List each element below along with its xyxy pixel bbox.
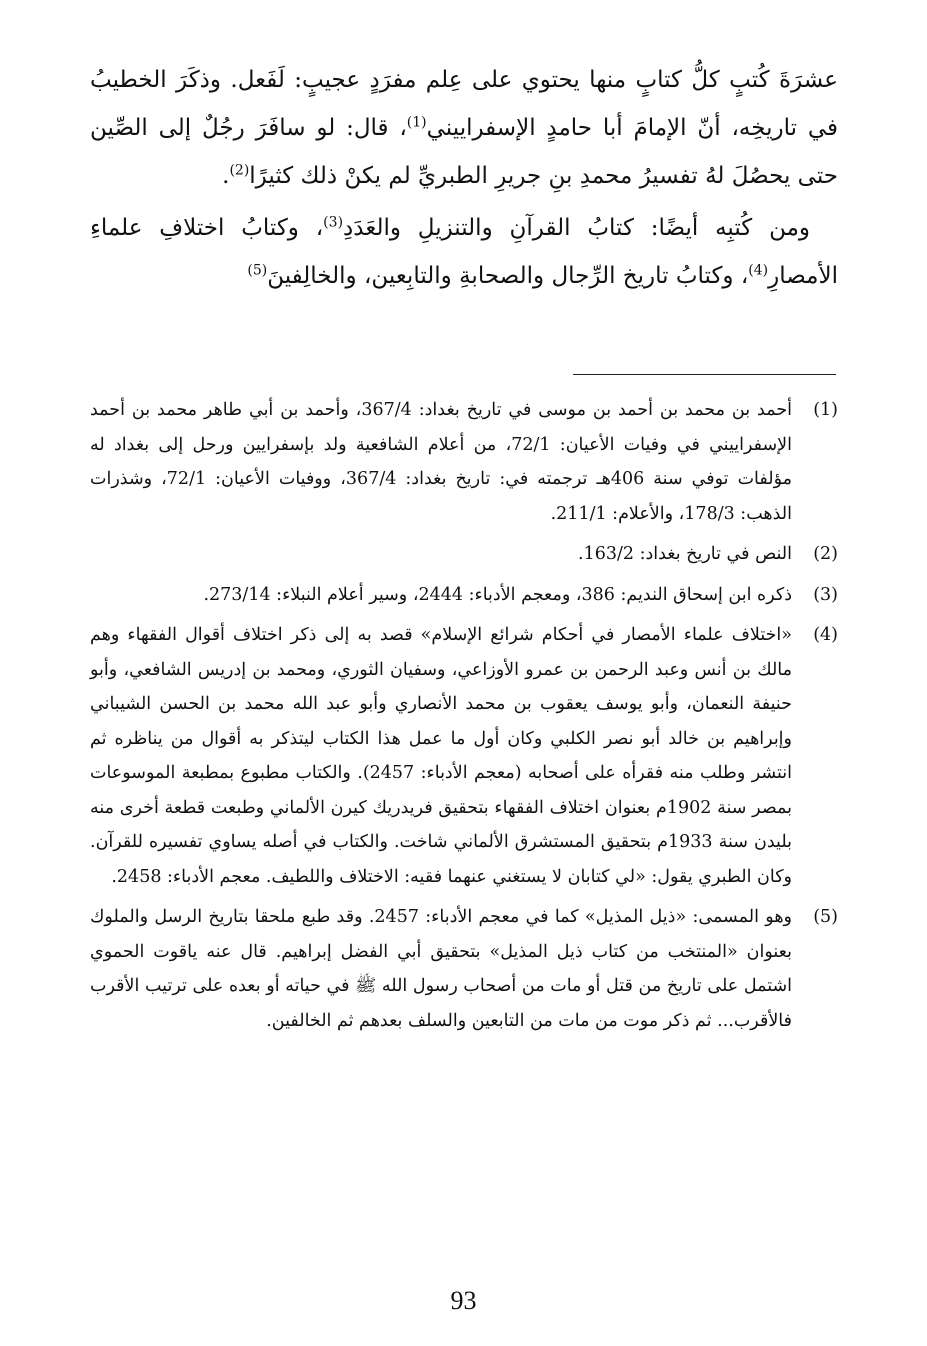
body-paragraph-1: [90, 56, 838, 200]
footnote-1: [90, 393, 838, 531]
page-number: 93: [450, 1286, 477, 1315]
paragraph-1-text-b: ، قال: لو سافَرَ رجُلٌ إلى الصِّين حتى يحصُلَ لهُ تفسيرُ محمدِ بنِ جريرِ الطبريِّ لم يكنْ ذلك كثيرًا: [90, 115, 838, 189]
footnote-4: [90, 618, 838, 894]
footnote-number: (2): [813, 544, 838, 564]
footnote-5: [90, 900, 838, 1038]
footnote-text: «اختلاف علماء الأمصار في أحكام شرائع الإسلام» قصد به إلى ذكر اختلاف أقوال الفقهاء وهم مالك بن أنس وعبد الرحمن بن عمرو الأوزاعي، وسفيان الثوري، ومحمد بن إدريس الشافعي، وأبو حنيفة النعمان، وأبو يوسف يعقوب بن محمد الأنصاري وأبو عبد الله محمد بن الحسن الشيباني وإبراهيم بن خالد أبو نصر الكلبي وكان أول ما عمل هذا الكتاب ليتذكر به أقوال من يناظره ثم انتشر وطلب منه فقرأه على أصحابه (معجم الأدباء: 2457). والكتاب مطبوع بمطبعة الموسوعات بمصر سنة 1902م بعنوان اختلاف الفقهاء بتحقيق فريدريك كيرن الألماني وطبعت قطعة أخرى منه بليدن سنة 1933م بتحقيق المستشرق الألماني شاخت. والكتاب في أصله يساوي تفسيره للقرآن. وكان الطبري يقول: «لي كتابان لا يستغني عنهما فقيه: الاختلاف واللطيف. معجم الأدباء: 2458.: [90, 625, 793, 887]
paragraph-1-text-c: .: [222, 163, 230, 189]
paragraph-2-text-b: ، وكتابُ اختلافِ علماءِ الأمصارِ: [90, 215, 838, 289]
footnote-3: [90, 578, 838, 613]
paragraph-1-text-a: عشرَةَ كُتبٍ كلُّ كتابٍ منها يحتوي على عِلم مفرَدٍ عجيبٍ: لَفَعل. وذكَرَ الخطيبُ في تاريخِه، أنّ الإمامَ أبا حامدٍ الإسفراييني: [90, 67, 838, 141]
footnote-separator-line: [573, 374, 836, 375]
footnote-reference-3[interactable]: (3): [323, 214, 344, 231]
paragraph-2-text-c: ، وكتابُ تاريخ الرِّجال والصحابةِ والتابِعين، والخالِفينَ: [267, 263, 749, 289]
footnote-number: (5): [813, 907, 838, 927]
footnotes-section: [90, 393, 838, 1044]
footnote-reference-2[interactable]: (2): [229, 162, 250, 179]
footnote-2: [90, 537, 838, 572]
main-body-text: [90, 56, 838, 300]
footnote-text: ذكره ابن إسحاق النديم: 386، ومعجم الأدباء: 2444، وسير أعلام النبلاء: 273/14.: [203, 584, 792, 605]
footnote-number: (4): [813, 625, 838, 645]
footnote-number: (1): [813, 400, 838, 420]
footnote-reference-1[interactable]: (1): [406, 114, 427, 131]
footnote-text: النص في تاريخ بغداد: 163/2.: [577, 544, 792, 564]
footnote-text: وهو المسمى: «ذيل المذيل» كما في معجم الأدباء: 2457. وقد طبع ملحقا بتاريخ الرسل والملوك بعنوان «المنتخب من كتاب ذيل المذيل» بتحقيق أبي الفضل إبراهيم. قال عنه ياقوت الحموي اشتمل على تاريخ من قتل أو مات من أصحاب رسول الله ﷺ في حياته أو بعده على ترتيب الأقرب فالأقرب... ثم ذكر موت من مات من التابعين والسلف بعدهم ثم الخالفين.: [90, 907, 793, 1031]
body-paragraph-2: [90, 204, 838, 300]
footnote-reference-4[interactable]: (4): [748, 262, 769, 279]
footnote-text: أحمد بن محمد بن أحمد بن موسى في تاريخ بغداد: 367/4، وأحمد بن أبي طاهر محمد بن أحمد الإسفراييني في وفيات الأعيان: 72/1، من أعلام الشافعية ولد بإسفرايين ورحل إلى بغداد له مؤلفات توفي سنة 406هـ ترجمته في: تاريخ بغداد: 367/4، ووفيات الأعيان: 72/1، وشذرات الذهب: 178/3، والأعلام: 211/1.: [90, 400, 792, 524]
footnote-number: (3): [813, 584, 838, 605]
paragraph-2-text-a: ومن كُتبِه أيضًا: كتابُ القرآنِ والتنزيلِ والعَدَدِ: [343, 215, 810, 241]
footnote-reference-5[interactable]: (5): [247, 262, 268, 279]
